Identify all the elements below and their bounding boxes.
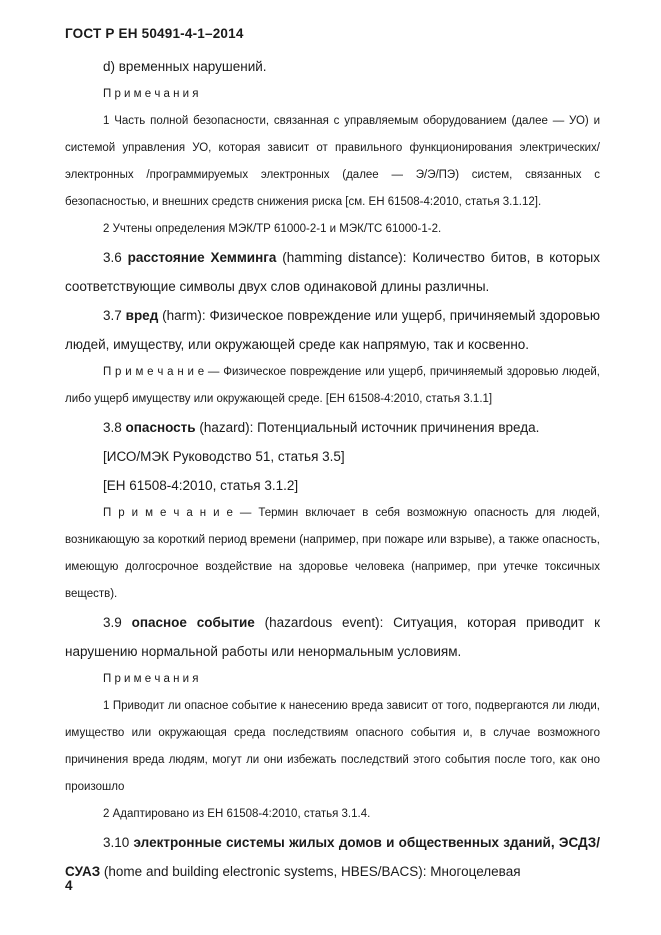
term-3-10 bbox=[65, 828, 600, 886]
term-definition: (hazard): Потенциальный источник причинения вреда. bbox=[195, 420, 540, 435]
note-3-9-1: 1 Приводит ли опасное событие к нанесению вреда зависит от того, подвергаются ли люди, имущество или окружающая среда последствиям опасного события и, в случае возможного причинения вреда людям, могут ли они избежать последствий этого события после того, как оно произошло bbox=[65, 700, 600, 793]
term-name: расстояние Хемминга bbox=[127, 250, 277, 265]
clause-d: d) временных нарушений. bbox=[103, 59, 267, 74]
term-3-6 bbox=[65, 243, 600, 301]
page-number: 4 bbox=[65, 878, 73, 893]
note-label: П р и м е ч а н и е bbox=[103, 366, 208, 378]
term-number: 3.10 bbox=[103, 835, 134, 850]
term-definition: (hamming distance): Количество битов, в которых соответствующие символы двух слов одинаковой длины различны. bbox=[65, 250, 600, 294]
term-number: 3.9 bbox=[103, 615, 132, 630]
note-label: П р и м е ч а н и е bbox=[103, 507, 240, 519]
term-3-8 bbox=[65, 413, 600, 442]
term-definition: (home and building electronic systems, HBES/BACS): Многоцелевая bbox=[100, 864, 521, 879]
term-name: опасность bbox=[125, 420, 196, 435]
term-3-7 bbox=[65, 301, 600, 359]
note-text: — Физическое повреждение или ущерб, причиняемый здоровью людей, либо ущерб имуществу или окружающей среде. [ЕН 61508-4:2010, статья 3.1.1] bbox=[65, 366, 600, 405]
document-header: ГОСТ Р ЕН 50491-4-1–2014 bbox=[65, 26, 244, 41]
note-3-9-2: 2 Адаптировано из ЕН 61508-4:2010, статья 3.1.4. bbox=[103, 808, 371, 820]
term-definition: (hazardous event): Ситуация, которая приводит к нарушению нормальной работы или ненормальным условиям. bbox=[65, 615, 600, 659]
term-number: 3.7 bbox=[103, 308, 126, 323]
term-number: 3.8 bbox=[103, 420, 126, 435]
reference-iso-guide: [ИСО/МЭК Руководство 51, статья 3.5] bbox=[103, 449, 345, 464]
note-text: — Термин включает в себя возможную опасность для людей, возникающую за короткий период времени (например, при пожаре или взрыве), а также опасность, имеющую долгосрочное воздействие на здоровье человека (например, при утечке токсичных веществ). bbox=[65, 507, 600, 600]
reference-en-61508: [ЕН 61508-4:2010, статья 3.1.2] bbox=[103, 478, 299, 493]
term-name: электронные системы жилых домов и общественных зданий, ЭСДЗ/СУАЗ bbox=[65, 835, 601, 879]
term-name: опасное событие bbox=[131, 615, 255, 630]
note-sec-2: 2 Учтены определения МЭК/ТР 61000-2-1 и МЭК/ТС 61000-1-2. bbox=[103, 223, 442, 235]
term-3-9 bbox=[65, 608, 600, 666]
note-sec-1: 1 Часть полной безопасности, связанная с управляемым оборудованием (далее — УО) и системой управления УО, которая зависит от правильного функционирования электрических/электронных /программируемых электронных (далее — Э/Э/ПЭ) систем, связанных с безопасностью, и внешних средств снижения риска [см. ЕН 61508-4:2010, статья 3.1.12]. bbox=[65, 115, 600, 208]
note-3-8 bbox=[65, 500, 600, 608]
term-name: вред bbox=[125, 308, 159, 323]
notes-heading-2: П р и м е ч а н и я bbox=[103, 673, 199, 685]
note-3-7 bbox=[65, 359, 600, 413]
notes-heading-1: П р и м е ч а н и я bbox=[103, 88, 199, 100]
term-definition: (harm): Физическое повреждение или ущерб, причиняемый здоровью людей, имуществу, или окружающей среде как напрямую, так и косвенно. bbox=[65, 308, 600, 352]
term-number: 3.6 bbox=[103, 250, 128, 265]
